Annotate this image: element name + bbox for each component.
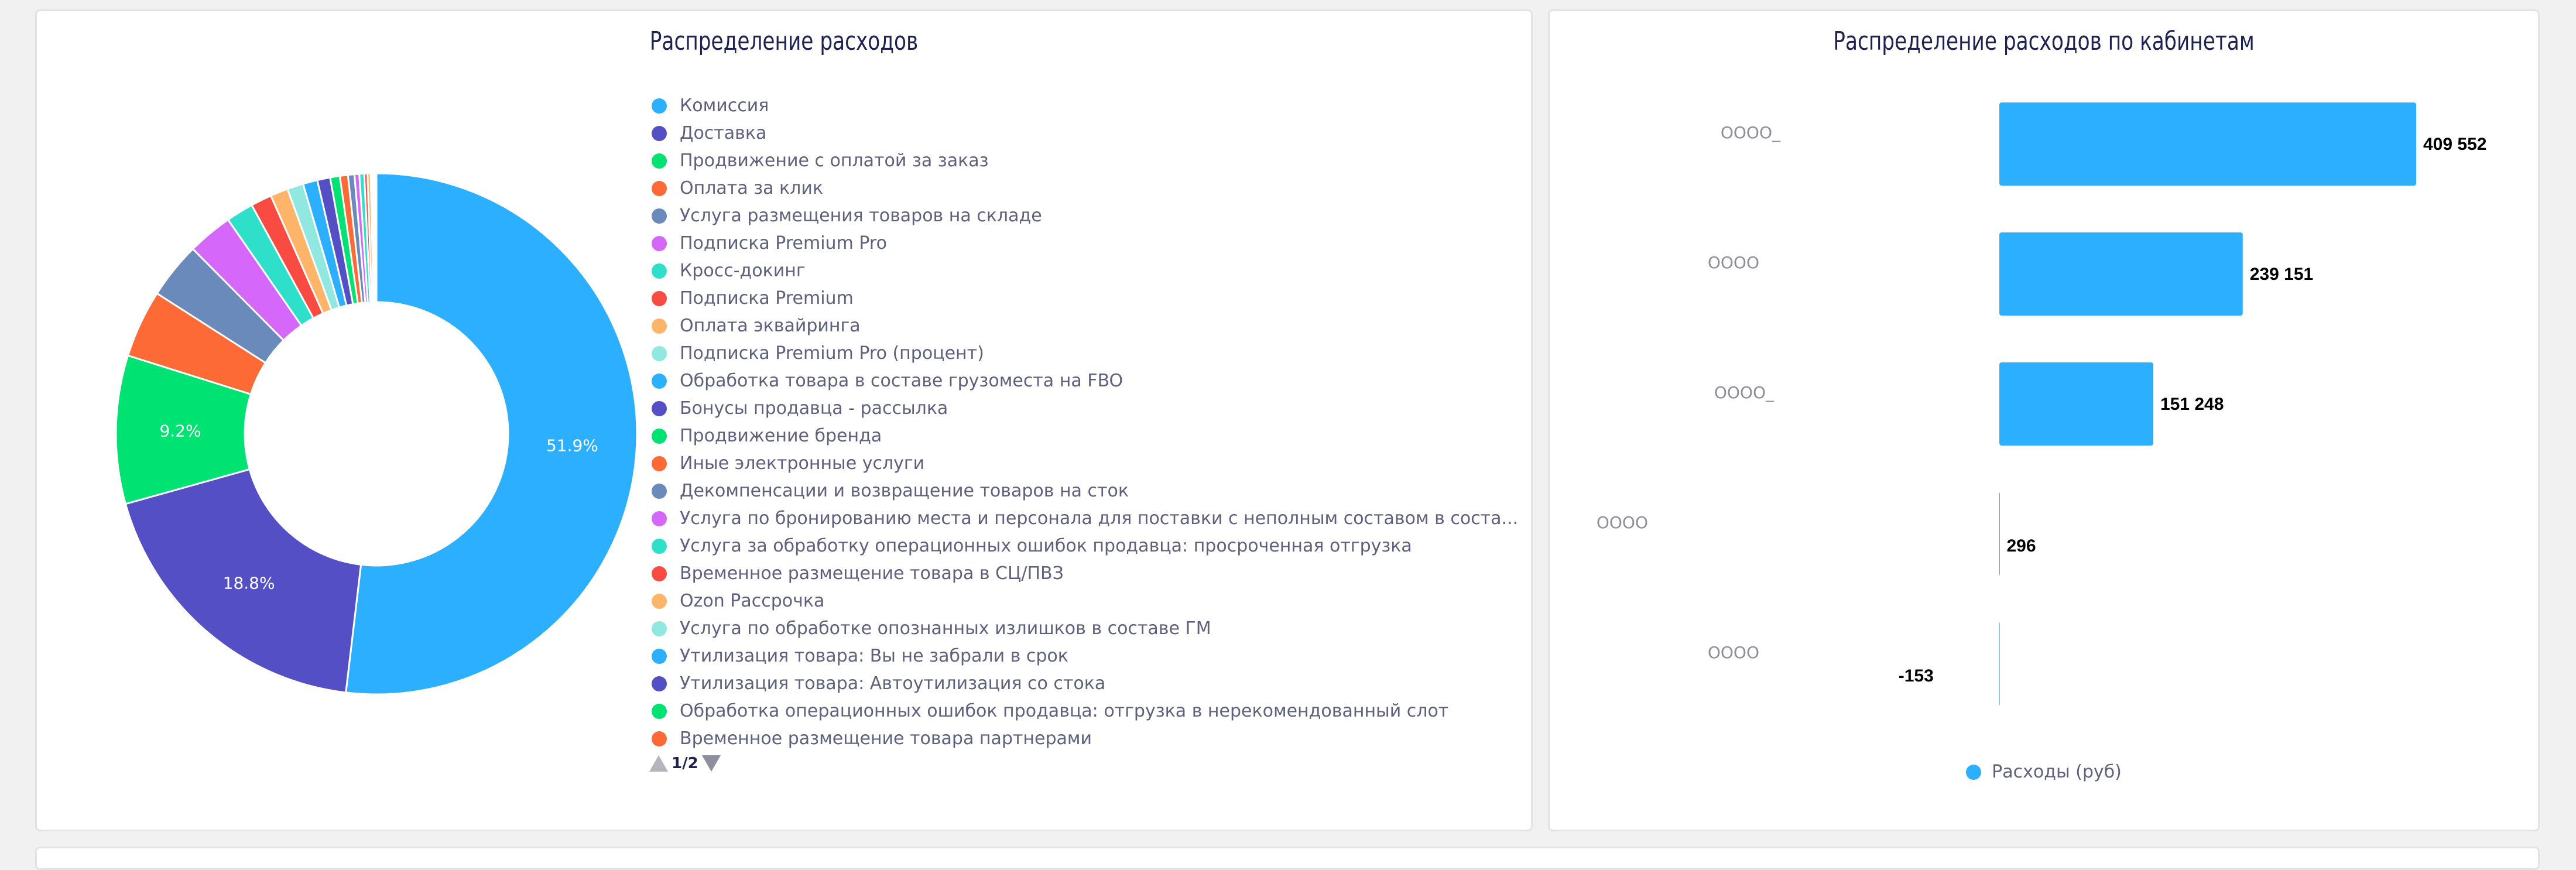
bar-legend-marker [1966, 765, 1981, 780]
bar-value-label: 151 248 [2160, 395, 2224, 414]
legend-marker [652, 401, 667, 416]
legend-item[interactable] [652, 92, 1524, 119]
legend-marker [652, 621, 667, 636]
legend-marker [652, 594, 667, 609]
legend-label: Бонусы продавца - рассылка [680, 398, 948, 419]
legend-item[interactable] [652, 147, 1524, 174]
legend-item[interactable] [652, 670, 1524, 697]
legend-label: Продвижение с оплатой за заказ [680, 150, 989, 171]
category-label: ОООО_ [1720, 123, 1780, 142]
legend-label: Услуга по бронированию места и персонала для поставки с неполным составом в соста... [680, 508, 1519, 529]
legend-item[interactable] [652, 587, 1524, 615]
bar[interactable] [1999, 622, 2000, 705]
legend-marker [652, 263, 667, 279]
legend-item[interactable] [652, 477, 1524, 505]
legend-label: Временное размещение товара партнерами [680, 728, 1092, 749]
legend-marker [652, 511, 667, 526]
legend-label: Декомпенсации и возвращение товаров на сток [680, 481, 1129, 501]
pie-data-label: 51.9% [546, 436, 598, 455]
bar[interactable] [1999, 362, 2153, 446]
legend-item[interactable] [652, 395, 1524, 422]
legend-label: Подписка Premium [680, 288, 854, 309]
pager-page-indicator: 1/2 [672, 755, 698, 772]
pie-legend [652, 92, 1524, 752]
legend-marker [652, 539, 667, 554]
category-label: ОООО_ [1714, 383, 1774, 402]
legend-marker [652, 236, 667, 251]
bar-value-label: 296 [2006, 536, 2036, 556]
legend-item[interactable] [652, 285, 1524, 312]
next-panel [35, 847, 2540, 870]
legend-marker [652, 566, 667, 581]
legend-label: Оплата эквайринга [680, 316, 861, 336]
legend-item[interactable] [652, 505, 1524, 532]
pie-data-label: 9.2% [159, 421, 201, 441]
legend-marker [652, 704, 667, 719]
legend-marker [652, 291, 667, 306]
legend-item[interactable] [652, 560, 1524, 587]
bar-value-label: 409 552 [2423, 135, 2487, 154]
legend-marker [652, 731, 667, 746]
legend-label: Обработка операционных ошибок продавца: отгрузка в нерекомендованный слот [680, 701, 1449, 721]
bar-value-label: 239 151 [2249, 265, 2314, 284]
category-label: ОООО [1707, 643, 1759, 662]
legend-label: Комиссия [680, 95, 769, 116]
legend-marker [652, 181, 667, 196]
legend-marker [652, 676, 667, 691]
legend-marker [652, 346, 667, 361]
bar-chart [1550, 11, 2540, 831]
bar[interactable] [1999, 232, 2243, 316]
legend-label: Подписка Premium Pro [680, 233, 887, 254]
legend-pager [649, 755, 721, 772]
bar-value-label: -153 [1898, 666, 1934, 686]
pie-chart-title: Распределение расходов [649, 26, 919, 56]
legend-item[interactable] [652, 312, 1524, 340]
legend-item[interactable] [652, 367, 1524, 395]
category-label: ОООО [1596, 513, 1648, 532]
legend-item[interactable] [652, 725, 1524, 752]
legend-item[interactable] [652, 532, 1524, 560]
legend-item[interactable] [652, 174, 1524, 202]
legend-label: Кросс-докинг [680, 261, 806, 281]
legend-label: Временное размещение товара в СЦ/ПВЗ [680, 563, 1064, 584]
legend-item[interactable] [652, 422, 1524, 450]
pie-slice[interactable] [346, 173, 637, 694]
expense-by-account-panel [1548, 9, 2540, 831]
bar[interactable] [1999, 492, 2000, 576]
legend-item[interactable] [652, 450, 1524, 477]
legend-item[interactable] [652, 642, 1524, 670]
legend-marker [652, 374, 667, 389]
legend-item[interactable] [652, 230, 1524, 257]
legend-label: Услуга за обработку операционных ошибок продавца: просроченная отгрузка [680, 536, 1412, 556]
legend-label: Подписка Premium Pro (процент) [680, 343, 984, 364]
legend-marker [652, 126, 667, 141]
legend-item[interactable] [652, 697, 1524, 725]
legend-label: Продвижение бренда [680, 426, 882, 446]
pager-down-arrow-icon[interactable] [702, 755, 721, 772]
pie-data-label: 18.8% [222, 573, 275, 593]
legend-marker [652, 456, 667, 471]
bar-chart-title: Распределение расходов по кабинетам [1833, 26, 2255, 56]
legend-marker [652, 98, 667, 114]
bar-legend-label: Расходы (руб) [1992, 762, 2122, 782]
legend-item[interactable] [652, 615, 1524, 642]
legend-label: Доставка [680, 123, 767, 143]
legend-marker [652, 429, 667, 444]
expense-distribution-panel [35, 9, 1533, 831]
bar[interactable] [1999, 102, 2416, 186]
legend-marker [652, 153, 667, 169]
legend-item[interactable] [652, 257, 1524, 285]
legend-marker [652, 318, 667, 334]
legend-label: Обработка товара в составе грузоместа на FBO [680, 371, 1123, 391]
legend-label: Услуга размещения товаров на складе [680, 205, 1042, 226]
legend-item[interactable] [652, 202, 1524, 230]
category-label: ОООО [1707, 253, 1759, 272]
legend-label: Ozon Рассрочка [680, 591, 825, 611]
legend-marker [652, 649, 667, 664]
legend-item[interactable] [652, 340, 1524, 367]
legend-label: Иные электронные услуги [680, 453, 925, 474]
legend-label: Утилизация товара: Вы не забрали в срок [680, 646, 1068, 666]
legend-marker [652, 208, 667, 224]
bar-legend[interactable] [1550, 762, 2538, 782]
legend-item[interactable] [652, 119, 1524, 147]
legend-label: Утилизация товара: Автоутилизация со стока [680, 673, 1106, 694]
legend-label: Услуга по обработке опознанных излишков в составе ГМ [680, 618, 1211, 639]
legend-label: Оплата за клик [680, 178, 823, 198]
legend-marker [652, 484, 667, 499]
pager-up-arrow-icon[interactable] [649, 755, 668, 772]
